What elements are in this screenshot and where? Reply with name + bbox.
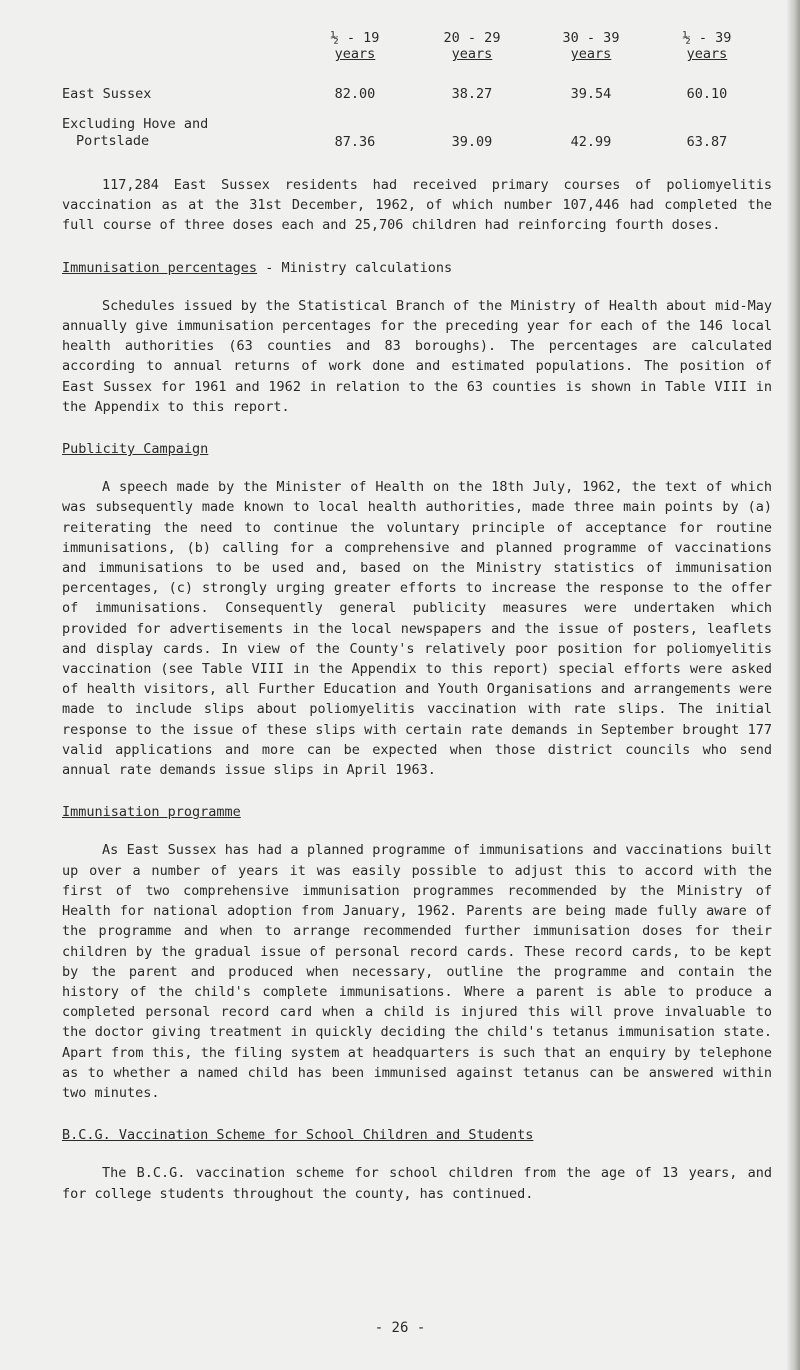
column-header: ½ - 39 years xyxy=(682,30,732,62)
row-label: Excluding Hove and Portslade xyxy=(62,116,209,149)
column-header: 30 - 39 years xyxy=(562,30,620,62)
column-header: ½ - 19 years xyxy=(330,30,380,62)
table-cell: 38.27 xyxy=(451,86,493,102)
table-cell: 63.87 xyxy=(686,134,728,150)
page-number: - 26 - xyxy=(374,1320,426,1336)
section-paragraph: The B.C.G. vaccination scheme for school children from the age of 13 years, and for college students throughout the county, has continued. xyxy=(62,1165,772,1202)
table-header xyxy=(62,30,762,80)
section-heading: B.C.G. Vaccination Scheme for School Children and Students xyxy=(62,1127,534,1144)
table-row xyxy=(62,80,762,110)
intro-paragraph: 117,284 East Sussex residents had received primary courses of poliomyelitis vaccination as at the 31st December, 1962, of which number 107,446 had completed the full course of three doses each and 25,706 children had reinforcing fourth doses. xyxy=(62,177,772,234)
table-cell: 39.54 xyxy=(570,86,612,102)
section-heading-suffix: - Ministry calculations xyxy=(257,259,453,276)
section-paragraph: As East Sussex has had a planned programme of immunisations and vaccinations built up over a number of years it was easily possible to adjust this to accord with the first of two comprehensive immunisation programmes recommended by the Ministry of Health for national adoption from January, 1962. Parents are being made fully aware of the programme and when to arrange recommended further immunisation doses for their children by the gradual issue of personal record cards. These record cards, to be kept by the parent and produced when necessary, outline the programme and contain the history of the child's complete immunisations. Where a parent is able to produce a completed personal record card when a child is injured this will prove invaluable to the doctor giving treatment in quickly deciding the child's tetanus immunisation state. Apart from this, the filing system at headquarters is such that an enquiry by telephone as to whether a named child has been immunised against tetanus can be answered within two minutes. xyxy=(62,842,772,1101)
section-paragraph: A speech made by the Minister of Health on the 18th July, 1962, the text of which was subsequently made known to local health authorities, made three main points by (a) reiterating the need to continue the voluntary principle of acceptance for routine immunisations, (b) calling for a comprehensive and planned programme of vaccinations and immunisations to be used and, based on the Ministry statistics of immunisation percentages, (c) strongly urging greater efforts to increase the response to the offer of immunisations. Consequently general publicity measures were undertaken which provided for advertisements in the local newspapers and the issue of posters, leaflets and display cards. In view of the County's relatively poor position for poliomyelitis vaccination (see Table VIII in the Appendix to this report) special efforts were asked of health visitors, all Further Education and Youth Organisations and arrangements were made to include slips about poliomyelitis vaccination with rate slips. The initial response to the issue of these slips with certain rate demands in September brought 177 valid applications and more can be expected when those district councils who send annual rate demands issue slips in April 1963. xyxy=(62,479,772,779)
column-header: 20 - 29 years xyxy=(443,30,501,62)
section-heading: Immunisation programme xyxy=(62,804,241,821)
document-body xyxy=(62,175,772,1204)
immunisation-age-table xyxy=(62,30,762,160)
table-cell: 87.36 xyxy=(334,134,376,150)
section-paragraph: Schedules issued by the Statistical Branch of the Ministry of Health about mid-May annually give immunisation percentages for the preceding year for each of the 146 local health authorities (63 counties and 83 boroughs). The percentages are calculated according to annual returns of work done and estimated populations. The position of East Sussex for 1961 and 1962 in relation to the 63 counties is shown in Table VIII in the Appendix to this report. xyxy=(62,297,772,415)
table-row xyxy=(62,110,762,160)
section-heading: Immunisation percentages - Ministry calculations xyxy=(62,259,453,276)
row-label: East Sussex xyxy=(62,86,152,102)
table-cell: 60.10 xyxy=(686,86,728,102)
table-cell: 39.09 xyxy=(451,134,493,150)
page-edge-shadow xyxy=(786,0,800,1370)
table-cell: 42.99 xyxy=(570,134,612,150)
section-heading: Publicity Campaign xyxy=(62,441,209,458)
table-cell: 82.00 xyxy=(334,86,376,102)
